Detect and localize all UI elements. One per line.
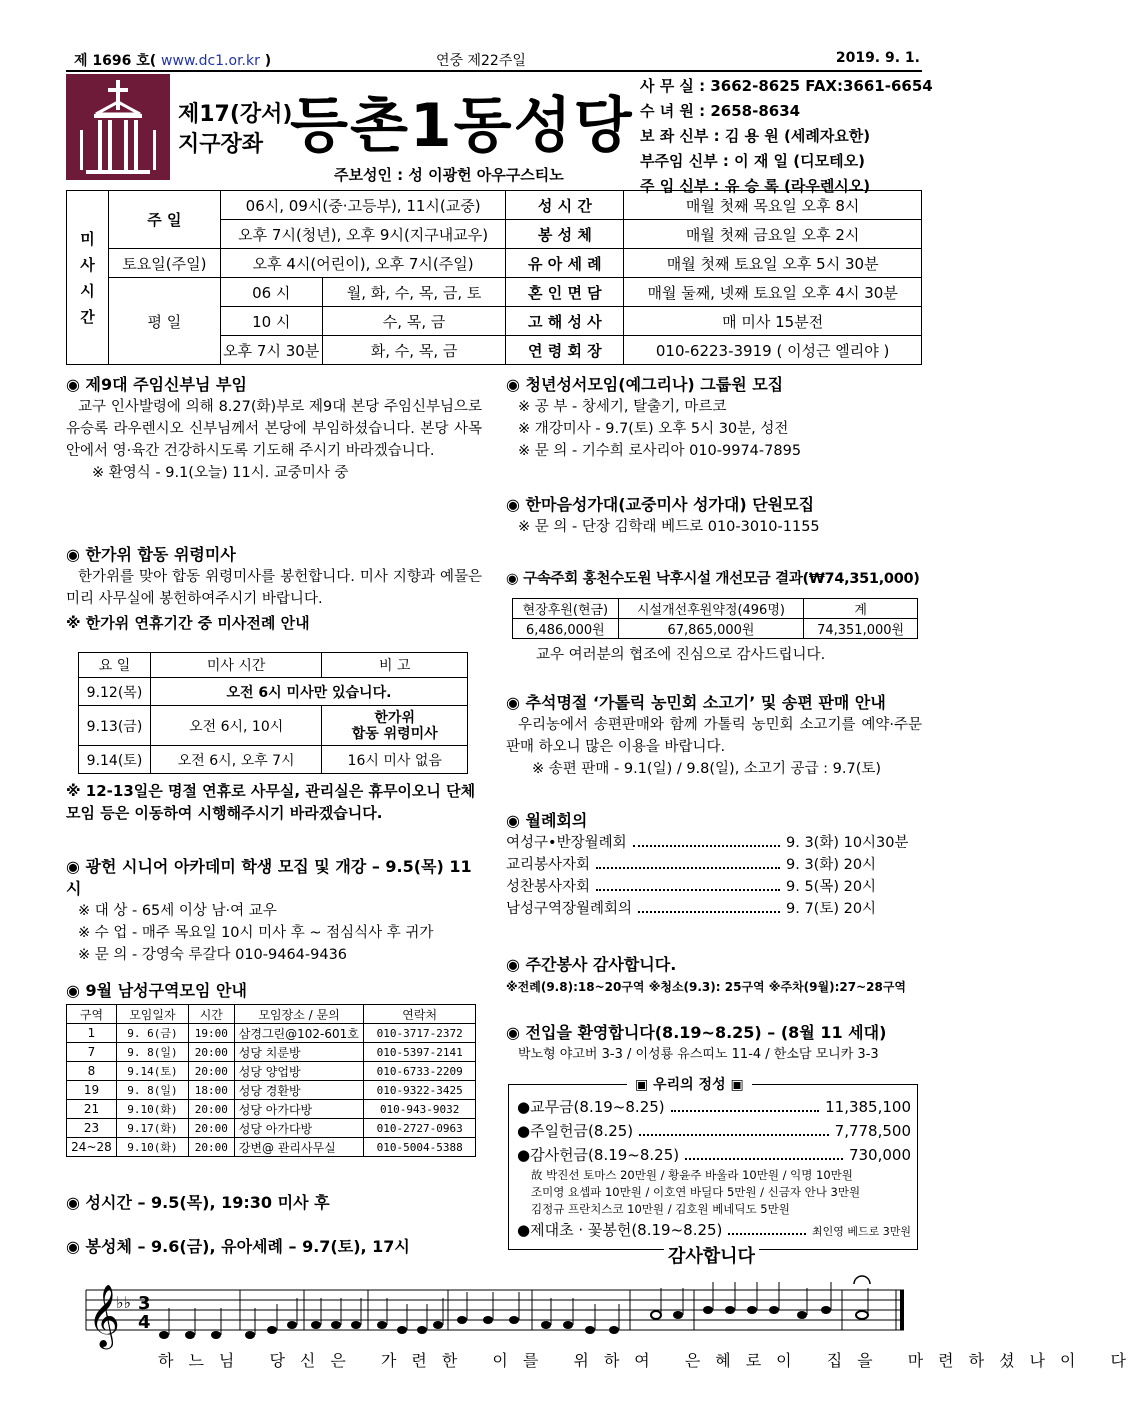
senior-academy-section xyxy=(66,856,486,966)
section-body: 교구 인사발령에 의해 8.27(화)부로 제9대 본당 주임신부님으로 유승록 라우렌시오 신부님께서 본당에 부임하셨습니다. 본당 사목 안에서 영·육간 건강하시도록 기도해 주시기 바라겠습니다. xyxy=(66,399,482,459)
table-cell: 18:00 xyxy=(188,1081,234,1100)
memorial-mass-section xyxy=(66,544,482,634)
sunday-label: 주 일 xyxy=(108,191,220,249)
section-line: ※ 문 의 - 강영숙 루갈다 010-9464-9436 xyxy=(78,947,348,963)
contact-list xyxy=(640,74,933,199)
mass-time-vertical-label: 미사시간 xyxy=(67,191,109,365)
fundraising-table xyxy=(512,598,918,639)
table-header: 모임일자 xyxy=(116,1005,188,1024)
sunday-times-1: 06시, 09시(중·고등부), 11시(교중) xyxy=(220,191,506,220)
section-title: ◉ 전입을 환영합니다(8.19~8.25) – (8월 11 세대) xyxy=(506,1023,887,1042)
convent-contact: 수 녀 원 : 2658-8634 xyxy=(640,102,801,120)
song-lyrics: 하느님 당신은 가련한 이를 위하여 은혜로이 집을 마련하셨나이 다 xyxy=(158,1351,1141,1370)
table-cell: 9.14(토) xyxy=(116,1062,188,1081)
weekday-time: 06 시 xyxy=(220,278,322,307)
table-cell: 010-5397-2141 xyxy=(364,1043,476,1062)
table-row xyxy=(67,1062,476,1081)
section-title: ◉ 한마음성가대(교중미사 성가대) 단원모집 xyxy=(506,495,815,514)
holy-hour-section xyxy=(66,1192,486,1214)
svg-text:4: 4 xyxy=(138,1312,151,1333)
table-cell: 8 xyxy=(67,1062,117,1081)
donor-list: 故 박진선 토마스 20만원 / 황윤주 바울라 10만원 / 익명 10만원 조미영 요셉파 10만원 / 이호연 바딜다 5만원 / 신금자 안나 3만원 김정규 프란치스코 10만원 / 김호원 베네딕도 5만원 xyxy=(531,1168,861,1216)
table-cell: 010-943-9032 xyxy=(364,1100,476,1119)
section-line: ※ 공 부 - 창세기, 탈출기, 마르코 xyxy=(518,399,727,415)
table-cell: 성당 아가다방 xyxy=(234,1100,364,1119)
music-score-icon xyxy=(66,1272,922,1352)
section-title: ◉ 청년성서모임(예그리나) 그룹원 모집 xyxy=(506,375,784,394)
table-cell: 010-3717-2372 xyxy=(364,1024,476,1043)
event-label: 고 해 성 사 xyxy=(506,307,624,336)
offering-item: ●주일헌금(8.25) 7,778,500 xyxy=(517,1122,911,1140)
offering-item: ●제대초 · 꽃봉헌(8.19~8.25) 최인영 베드로 3만원 xyxy=(517,1221,911,1239)
section-line: ※ 개강미사 - 9.7(토) 오후 5시 30분, 성전 xyxy=(518,421,789,437)
event-value: 매월 둘째, 넷째 토요일 오후 4시 30분 xyxy=(624,278,922,307)
table-cell: 010-6733-2209 xyxy=(364,1062,476,1081)
table-header: 시설개선후원약정(496명) xyxy=(618,599,803,619)
mass-schedule-table xyxy=(66,190,922,365)
table-cell: 삼경그린@102-601호 xyxy=(234,1024,364,1043)
table-header: 비 고 xyxy=(322,653,468,678)
section-line: ※전례(9.8):18~20구역 ※청소(9.3): 25구역 ※주차(9월):27~28구역 xyxy=(506,980,907,994)
table-header: 현장후원(현금) xyxy=(513,599,619,619)
table-cell: 오전 6시 미사만 있습니다. xyxy=(150,678,467,706)
meeting-item: 교리봉사자회 9. 3(화) 20시 xyxy=(506,857,877,873)
meeting-item: 성찬봉사자회 9. 5(목) 20시 xyxy=(506,879,877,895)
table-header: 연락처 xyxy=(364,1005,476,1024)
vice-pastor: 부주임 신부 : 이 재 일 (디모테오) xyxy=(640,152,865,170)
section-title: ◉ 한가위 합동 위령미사 xyxy=(66,545,236,564)
offering-title: ▣ 우리의 정성 ▣ xyxy=(627,1074,752,1094)
header-divider xyxy=(66,70,922,72)
website-link[interactable]: www.dc1.or.kr xyxy=(161,53,260,69)
event-value: 매월 첫째 목요일 오후 8시 xyxy=(624,191,922,220)
mens-district-section xyxy=(66,980,482,1002)
table-cell: 9.13(금) xyxy=(79,706,151,746)
table-cell: 20:00 xyxy=(188,1119,234,1138)
table-cell: 20:00 xyxy=(188,1062,234,1081)
section-body: 우리농에서 송편판매와 함께 가톨릭 농민회 소고기를 예약·주문판매 하오니 많은 이용을 바랍니다. xyxy=(506,717,922,755)
section-title: ◉ 성시간 – 9.5(목), 19:30 미사 후 xyxy=(66,1193,330,1212)
table-cell: 성당 경환방 xyxy=(234,1081,364,1100)
event-value: 매 미사 15분전 xyxy=(624,307,922,336)
table-cell: 성당 양업방 xyxy=(234,1062,364,1081)
welcome-section xyxy=(506,1022,922,1066)
section-line: ※ 수 업 - 매주 목요일 10시 미사 후 ~ 점심식사 후 귀가 xyxy=(78,925,434,941)
table-cell: 67,865,000원 xyxy=(618,619,803,639)
district-meeting-table xyxy=(66,1004,476,1157)
table-cell: 19 xyxy=(67,1081,117,1100)
table-row xyxy=(67,1100,476,1119)
section-title: ◉ 제9대 주임신부님 부임 xyxy=(66,375,247,394)
table-cell: 9.14(토) xyxy=(79,746,151,774)
table-cell: 1 xyxy=(67,1024,117,1043)
section-note: ※ 환영식 - 9.1(오늘) 11시. 교중미사 중 xyxy=(92,465,349,481)
event-label: 봉 성 체 xyxy=(506,220,624,249)
monthly-meeting-section xyxy=(506,810,918,920)
section-title: ◉ 봉성체 – 9.6(금), 유아세례 – 9.7(토), 17시 xyxy=(66,1237,410,1256)
table-cell: 9.12(목) xyxy=(79,678,151,706)
saturday-times: 오후 4시(어린이), 오후 7시(주일) xyxy=(220,249,506,278)
music-staff xyxy=(66,1272,922,1392)
saturday-label: 토요일(주일) xyxy=(108,249,220,278)
table-cell: 23 xyxy=(67,1119,117,1138)
issue-line xyxy=(66,48,922,68)
event-value: 매월 첫째 금요일 오후 2시 xyxy=(624,220,922,249)
section-title: ◉ 주간봉사 감사합니다. xyxy=(506,955,677,974)
fundraising-section xyxy=(506,568,922,590)
meeting-item: 남성구역장월례회의 9. 7(토) 20시 xyxy=(506,901,877,917)
table-cell: 24~28 xyxy=(67,1138,117,1157)
parish-name: 등촌1동성당 xyxy=(290,91,634,161)
new-pastor-section xyxy=(66,374,482,484)
sunday-times-2: 오후 7시(청년), 오후 9시(지구내교우) xyxy=(220,220,506,249)
section-line: ※ 대 상 - 65세 이상 남·여 교우 xyxy=(78,903,277,919)
event-value: 매월 첫째 토요일 오후 5시 30분 xyxy=(624,249,922,278)
event-label: 성 시 간 xyxy=(506,191,624,220)
offering-box xyxy=(508,1077,918,1250)
weekday-time: 오후 7시 30분 xyxy=(220,336,322,365)
pastor: 주 임 신부 : 유 승 록 (라우렌시오) xyxy=(640,177,871,195)
church-icon xyxy=(66,74,170,180)
svg-text:𝄞: 𝄞 xyxy=(88,1284,120,1347)
table-cell: 9. 8(일) xyxy=(116,1043,188,1062)
table-cell: 성당 치룬방 xyxy=(234,1043,364,1062)
table-cell: 7 xyxy=(67,1043,117,1062)
table-cell: 19:00 xyxy=(188,1024,234,1043)
table-cell: 74,351,000원 xyxy=(804,619,918,639)
table-cell: 9. 8(일) xyxy=(116,1081,188,1100)
table-cell: 한가위 합동 위령미사 xyxy=(322,706,468,746)
weekday-days: 월, 화, 수, 목, 금, 토 xyxy=(322,278,506,307)
weekly-service-section xyxy=(506,954,922,998)
section-line: 박노형 야고버 3-3 / 이성룡 유스띠노 11-4 / 한소담 모니카 3-3 xyxy=(518,1047,879,1062)
table-header: 미사 시간 xyxy=(150,653,321,678)
issue-date: 2019. 9. 1. xyxy=(835,50,920,66)
table-cell: 9.10(화) xyxy=(116,1138,188,1157)
section-title: ◉ 9월 남성구역모임 안내 xyxy=(66,981,247,1000)
communion-baptism-section xyxy=(66,1236,486,1258)
event-label: 혼 인 면 담 xyxy=(506,278,624,307)
table-cell: 오전 6시, 10시 xyxy=(150,706,321,746)
holiday-mass-table xyxy=(78,652,468,774)
section-title: ◉ 추석명절 ‘가톨릭 농민회 소고기’ 및 송편 판매 안내 xyxy=(506,693,886,712)
patron-saint: 주보성인 : 성 이광헌 아우구스티노 xyxy=(334,166,564,184)
section-title: ◉ 월례회의 xyxy=(506,811,588,830)
thanks-text: 감사합니다 xyxy=(664,1242,759,1268)
table-row xyxy=(67,1081,476,1100)
table-cell: 9.17(화) xyxy=(116,1119,188,1138)
weekday-days: 화, 수, 목, 금 xyxy=(322,336,506,365)
event-label: 유 아 세 례 xyxy=(506,249,624,278)
weekday-time: 10 시 xyxy=(220,307,322,336)
table-cell: 010-2727-0963 xyxy=(364,1119,476,1138)
chuseok-sale-section xyxy=(506,692,922,780)
choir-section xyxy=(506,494,922,538)
assistant-priest: 보 좌 신부 : 김 용 원 (세례자요한) xyxy=(640,127,871,145)
table-cell: 성당 아가다방 xyxy=(234,1119,364,1138)
section-title: ◉ 광헌 시니어 아카데미 학생 모집 및 개강 – 9.5(목) 11시 xyxy=(66,857,472,898)
table-cell: 오전 6시, 오후 7시 xyxy=(150,746,321,774)
table-cell: 010-9322-3425 xyxy=(364,1081,476,1100)
table-header: 계 xyxy=(804,599,918,619)
table-cell: 9.10(화) xyxy=(116,1100,188,1119)
table-cell: 010-5004-5388 xyxy=(364,1138,476,1157)
svg-text:♭♭: ♭♭ xyxy=(116,1293,132,1312)
district-title: 제17(강서) 지구장좌 xyxy=(178,102,293,157)
table-cell: 20:00 xyxy=(188,1043,234,1062)
table-row xyxy=(67,1138,476,1157)
section-line: ※ 문 의 - 기수희 로사리아 010-9974-7895 xyxy=(518,443,802,459)
liturgical-week: 연중 제22주일 xyxy=(436,53,526,69)
section-note: ※ 송편 판매 - 9.1(일) / 9.8(일), 소고기 공급 : 9.7(토) xyxy=(532,761,882,777)
svg-text:3: 3 xyxy=(138,1293,151,1314)
fundraising-thanks: 교우 여러분의 협조에 진심으로 감사드립니다. xyxy=(536,647,826,663)
weekday-label: 평 일 xyxy=(108,278,220,365)
meeting-item: 여성구•반장월례회 9. 3(화) 10시30분 xyxy=(506,835,909,851)
holiday-schedule-title: ※ 한가위 연휴기간 중 미사전례 안내 xyxy=(66,614,310,632)
section-body: 한가위를 맞아 합동 위령미사를 봉헌합니다. 미사 지향과 예물은 미리 사무실에 봉헌하여주시기 바랍니다. xyxy=(66,569,482,607)
church-logo xyxy=(66,74,170,180)
section-line: ※ 문 의 - 단장 김학래 베드로 010-3010-1155 xyxy=(518,519,820,535)
offering-item: ●감사헌금(8.19~8.25) 730,000 xyxy=(517,1146,911,1164)
table-row xyxy=(67,1119,476,1138)
youth-bible-section xyxy=(506,374,922,462)
table-cell: 강변@ 관리사무실 xyxy=(234,1138,364,1157)
table-header: 구역 xyxy=(67,1005,117,1024)
table-row xyxy=(67,1024,476,1043)
offering-item: ●교무금(8.19~8.25) 11,385,100 xyxy=(517,1098,911,1116)
table-cell: 16시 미사 없음 xyxy=(322,746,468,774)
table-cell: 20:00 xyxy=(188,1100,234,1119)
table-cell: 9. 6(금) xyxy=(116,1024,188,1043)
table-header: 모임장소 / 문의 xyxy=(234,1005,364,1024)
event-value: 010-6223-3919 ( 이성근 엘리야 ) xyxy=(624,336,922,365)
issue-number: 제 1696 호( www.dc1.or.kr ) xyxy=(74,53,272,69)
office-contact: 사 무 실 : 3662-8625 FAX:3661-6654 xyxy=(640,77,933,95)
table-row xyxy=(67,1043,476,1062)
weekday-days: 수, 목, 금 xyxy=(322,307,506,336)
table-cell: 21 xyxy=(67,1100,117,1119)
table-header: 시간 xyxy=(188,1005,234,1024)
table-cell: 20:00 xyxy=(188,1138,234,1157)
event-label: 연 령 회 장 xyxy=(506,336,624,365)
section-title: ◉ 구속주회 홍천수도원 낙후시설 개선모금 결과(₩74,351,000) xyxy=(506,571,920,587)
table-cell: 6,486,000원 xyxy=(513,619,619,639)
table-header: 요 일 xyxy=(79,653,151,678)
holiday-footnote: ※ 12-13일은 명절 연휴로 사무실, 관리실은 휴무이오니 단체모임 등은 이동하여 시행해주시기 바라겠습니다. xyxy=(66,782,476,822)
